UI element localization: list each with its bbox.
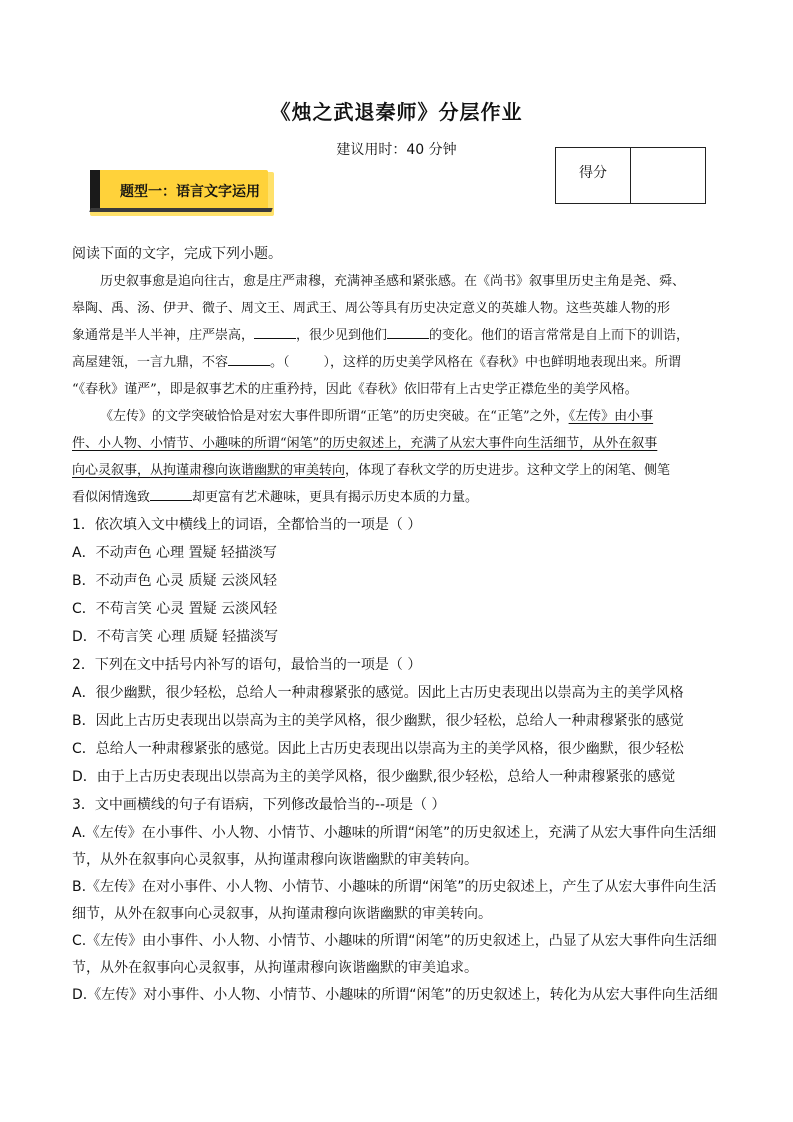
- underlined-sentence: 向心灵叙事，从拘谨肃穆向诙谐幽默的审美转向: [72, 463, 346, 478]
- passage-fragment: 的变化。他们的语言常常是自上而下的训诰，: [429, 328, 690, 343]
- option-d[interactable]: D.《左传》对小事件、小人物、小情节、小趣味的所谓“闲笔”的历史叙述上，转化为从宏大事件向生活细: [72, 987, 718, 1003]
- score-label: 得分: [556, 148, 631, 203]
- option-b-cont: 细节，从外在叙事向心灵叙事，从拘谨肃穆向诙谐幽默的审美转向。: [72, 906, 492, 922]
- underlined-sentence: 《左传》由小事: [568, 409, 654, 424]
- option-b[interactable]: B．因此上古历史表现出以崇高为主的美学风格，很少幽默，很少轻松，总给人一种肃穆紧张的感觉: [72, 713, 684, 729]
- option-a[interactable]: A．不动声色 心理 置疑 轻描淡写: [72, 545, 277, 561]
- blank-3: [228, 353, 270, 366]
- passage-line: [100, 405, 653, 424]
- passage-fragment: 。（: [270, 355, 290, 370]
- option-b[interactable]: B．不动声色 心灵 质疑 云淡风轻: [72, 573, 277, 589]
- banner-stripe: [90, 170, 100, 210]
- question-stem: 1．依次填入文中横线上的词语，全都恰当的一项是（ ）: [72, 517, 422, 533]
- option-c[interactable]: C．不苟言笑 心灵 置疑 云淡风轻: [72, 601, 278, 617]
- passage-fragment: ，很少见到他们: [296, 328, 388, 343]
- score-table: [555, 147, 706, 204]
- suggested-time: 建议用时：40 分钟: [336, 142, 457, 158]
- section-banner: [90, 170, 274, 216]
- blank-4: [150, 488, 192, 501]
- passage-fragment: ），这样的历史美学风格在《春秋》中也鲜明地表现出来。所谓: [323, 355, 682, 370]
- blank-1: [254, 326, 296, 339]
- option-c[interactable]: C.《左传》由小事件、小人物、小情节、小趣味的所谓“闲笔”的历史叙述上，凸显了从宏大事件向生活细: [72, 933, 717, 949]
- score-value-box[interactable]: [631, 148, 705, 203]
- option-d[interactable]: D．由于上古历史表现出以崇高为主的美学风格，很少幽默,很少轻松，总给人一种肃穆紧张的感觉: [72, 769, 676, 785]
- option-d[interactable]: D．不苟言笑 心理 质疑 轻描淡写: [72, 629, 279, 645]
- passage-line: 皋陶、禹、汤、伊尹、微子、周文王、周武王、周公等具有历史决定意义的英雄人物。这些英雄人物的形: [72, 301, 671, 316]
- passage-line: [72, 486, 478, 505]
- option-a[interactable]: A．很少幽默，很少轻松，总给人一种肃穆紧张的感觉。因此上古历史表现出以崇高为主的美学风格: [72, 685, 684, 701]
- passage-line: [72, 351, 681, 370]
- passage-fragment: ，体现了春秋文学的历史进步。这种文学上的闲笔、侧笔: [345, 463, 671, 478]
- passage-fragment: 《左传》的文学突破恰恰是对宏大事件即所谓“正笔”的历史突破。在“正笔”之外，: [100, 409, 569, 424]
- option-a[interactable]: A.《左传》在小事件、小人物、小情节、小趣味的所谓“闲笔”的历史叙述上，充满了从宏大事件向生活细: [72, 825, 717, 841]
- question-stem: 2．下列在文中括号内补写的语句，最恰当的一项是（ ）: [72, 657, 422, 673]
- option-a-cont: 节，从外在叙事向心灵叙事，从拘谨肃穆向诙谐幽默的审美转向。: [72, 852, 478, 868]
- option-c[interactable]: C．总给人一种肃穆紧张的感觉。因此上古历史表现出以崇高为主的美学风格，很少幽默，很少轻松: [72, 741, 684, 757]
- underlined-sentence: 件、小人物、小情节、小趣味的所谓“闲笔”的历史叙述上，充满了从宏大事件向生活细节，从外在叙事: [72, 436, 658, 451]
- question-stem: 3．文中画横线的句子有语病，下列修改最恰当的--项是（ ）: [72, 797, 446, 813]
- passage-fragment: 却更富有艺术趣味，更具有揭示历史本质的力量。: [192, 490, 479, 505]
- blank-2: [387, 326, 429, 339]
- section-label: 题型一：语言文字运用: [120, 184, 260, 200]
- passage-fragment: 看似闲情逸致: [72, 490, 151, 505]
- passage-line: [72, 459, 670, 478]
- intro-text: 阅读下面的文字，完成下列小题。: [72, 246, 282, 262]
- page-title: 《烛之武退秦师》分层作业: [270, 100, 523, 124]
- passage-line: “《春秋》谨严”，即是叙事艺术的庄重矜持，因此《春秋》依旧带有上古史学正襟危坐的美学风格。: [72, 382, 638, 397]
- passage-line: [72, 324, 689, 343]
- passage-fragment: 高屋建瓴，一言九鼎，不容: [72, 355, 229, 370]
- option-c-cont: 节，从外在叙事向心灵叙事，从拘谨肃穆向诙谐幽默的审美追求。: [72, 960, 478, 976]
- option-b[interactable]: B.《左传》在对小事件、小人物、小情节、小趣味的所谓“闲笔”的历史叙述上，产生了从宏大事件向生活: [72, 879, 717, 895]
- passage-fragment: 象通常是半人半神，庄严崇高，: [72, 328, 255, 343]
- banner-underline: [89, 208, 272, 212]
- passage-line: 历史叙事愈是追向往古，愈是庄严肃穆，充满神圣感和紧张感。在《尚书》叙事里历史主角是尧、舜、: [100, 274, 686, 289]
